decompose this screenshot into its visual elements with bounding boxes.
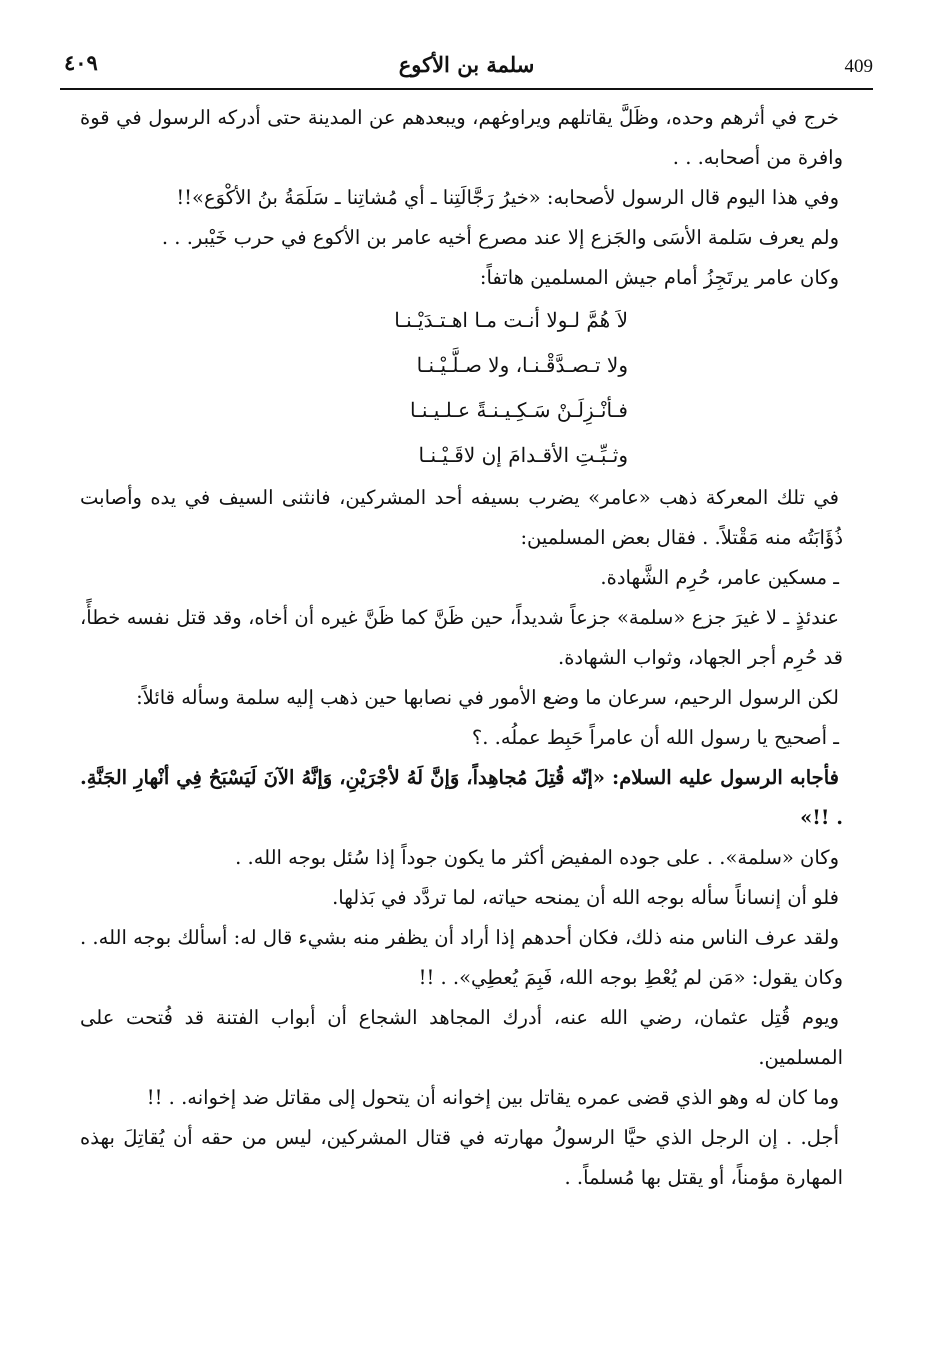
page-header xyxy=(60,44,873,90)
paragraph: خرج في أثرهم وحده، وظَلَّ يقاتلهم ويراوغهم، ويبعدهم عن المدينة حتى أدركه الرسول في قوة وافرة من أصحابه. . . xyxy=(80,106,843,169)
paragraph: في تلك المعركة ذهب «عامر» يضرب بسيفه أحد المشركين، فانثنى السيف في يده وأصابت ذُؤَابَتُه منه مَقْتلاً. . فقال بعض المسلمين: xyxy=(80,486,843,549)
paragraph: فلو أن إنساناً سأله بوجه الله أن يمنحه حياته، لما تردَّد في بَذلها. xyxy=(332,886,839,909)
header-rule xyxy=(60,88,873,90)
paragraph: وفي هذا اليوم قال الرسول لأصحابه: «خيرُ رَجَّالَتِنا ـ أي مُشاتِنا ـ سَلَمَةُ بنُ الأكْوَع»!! xyxy=(176,186,839,209)
running-title: سلمة بن الأكوع xyxy=(398,52,535,77)
poem-line: وثـبِّـتِ الأقـدامَ إن لاقَـيْـنـا xyxy=(418,443,628,467)
body-text xyxy=(80,98,843,1198)
paragraph: ـ أصحيح يا رسول الله أن عامراً حَبِط عملُه. .؟ xyxy=(471,726,839,749)
paragraph: أجل. . إن الرجل الذي حيَّا الرسولُ مهارته في قتال المشركين، ليس من حقه أن يُقاتِلَ بهذه المهارة مؤمناً، أو يقتل بها مُسلماً. . xyxy=(80,1126,843,1189)
paragraph: لكن الرسول الرحيم، سرعان ما وضع الأمور في نصابها حين ذهب إليه سلمة وسأله قائلاً: xyxy=(136,686,839,709)
paragraph: عندئذٍ ـ لا غيرَ جزع «سلمة» جزعاً شديداً، حين ظَنَّ كما ظَنَّ غيره أن أخاه، وقد قتل نفسه خطأً، قد حُرِم أجر الجهاد، وثواب الشهادة. xyxy=(80,606,843,669)
paragraph: وكان «سلمة». . على جوده المفيض أكثر ما يكون جوداً إذا سُئل بوجه الله. . xyxy=(235,846,839,869)
paragraph-hadith: فأجابه الرسول عليه السلام: «إنّه قُتِلَ مُجاهِداً، وَإنَّ لَهُ لأجْرَيْنِ، وَإنَّهُ الآنَ لَيَسْبَحُ فِي أنْهارِ الجَنَّةِ. . !!» xyxy=(80,766,843,829)
poem-block xyxy=(80,298,843,478)
paragraph: وما كان له وهو الذي قضى عمره يقاتل بين إخوانه أن يتحول إلى مقاتل ضد إخوانه. . !! xyxy=(146,1086,839,1109)
page-number-latin: 409 xyxy=(844,56,873,77)
paragraph: وكان عامر يرتَجِزُ أمام جيش المسلمين هاتفاً: xyxy=(479,266,839,289)
page-number-arabic: ٤٠٩ xyxy=(64,50,98,75)
paragraph: ولم يعرف سَلمة الأسَى والجَزع إلا عند مصرع أخيه عامر بن الأكوع في حرب خَيْبر. . . xyxy=(161,226,839,249)
paragraph: ولقد عرف الناس منه ذلك، فكان أحدهم إذا أراد أن يظفر منه بشيء قال له: أسألك بوجه الله. . وكان يقول: «مَن لم يُعْطِ بوجه الله، فَبِمَ يُعطِي». . !! xyxy=(80,926,843,989)
paragraph: ـ مسكين عامر، حُرِم الشَّهادة. xyxy=(600,566,839,589)
poem-line: لاَ هُمَّ لـولا أنـت مـا اهـتـدَيْـنـا xyxy=(394,308,628,332)
poem-line: ولا تـصـدَّقْـنـا، ولا صـلَّـيْـنـا xyxy=(416,353,628,377)
poem-line: فـأنْـزِلَـنْ سَـكِـيـنـةً عـلـيـنـا xyxy=(409,398,628,422)
paragraph: ويوم قُتِل عثمان، رضي الله عنه، أدرك المجاهد الشجاع أن أبواب الفتنة قد فُتحت على المسلمين. xyxy=(80,1006,843,1069)
